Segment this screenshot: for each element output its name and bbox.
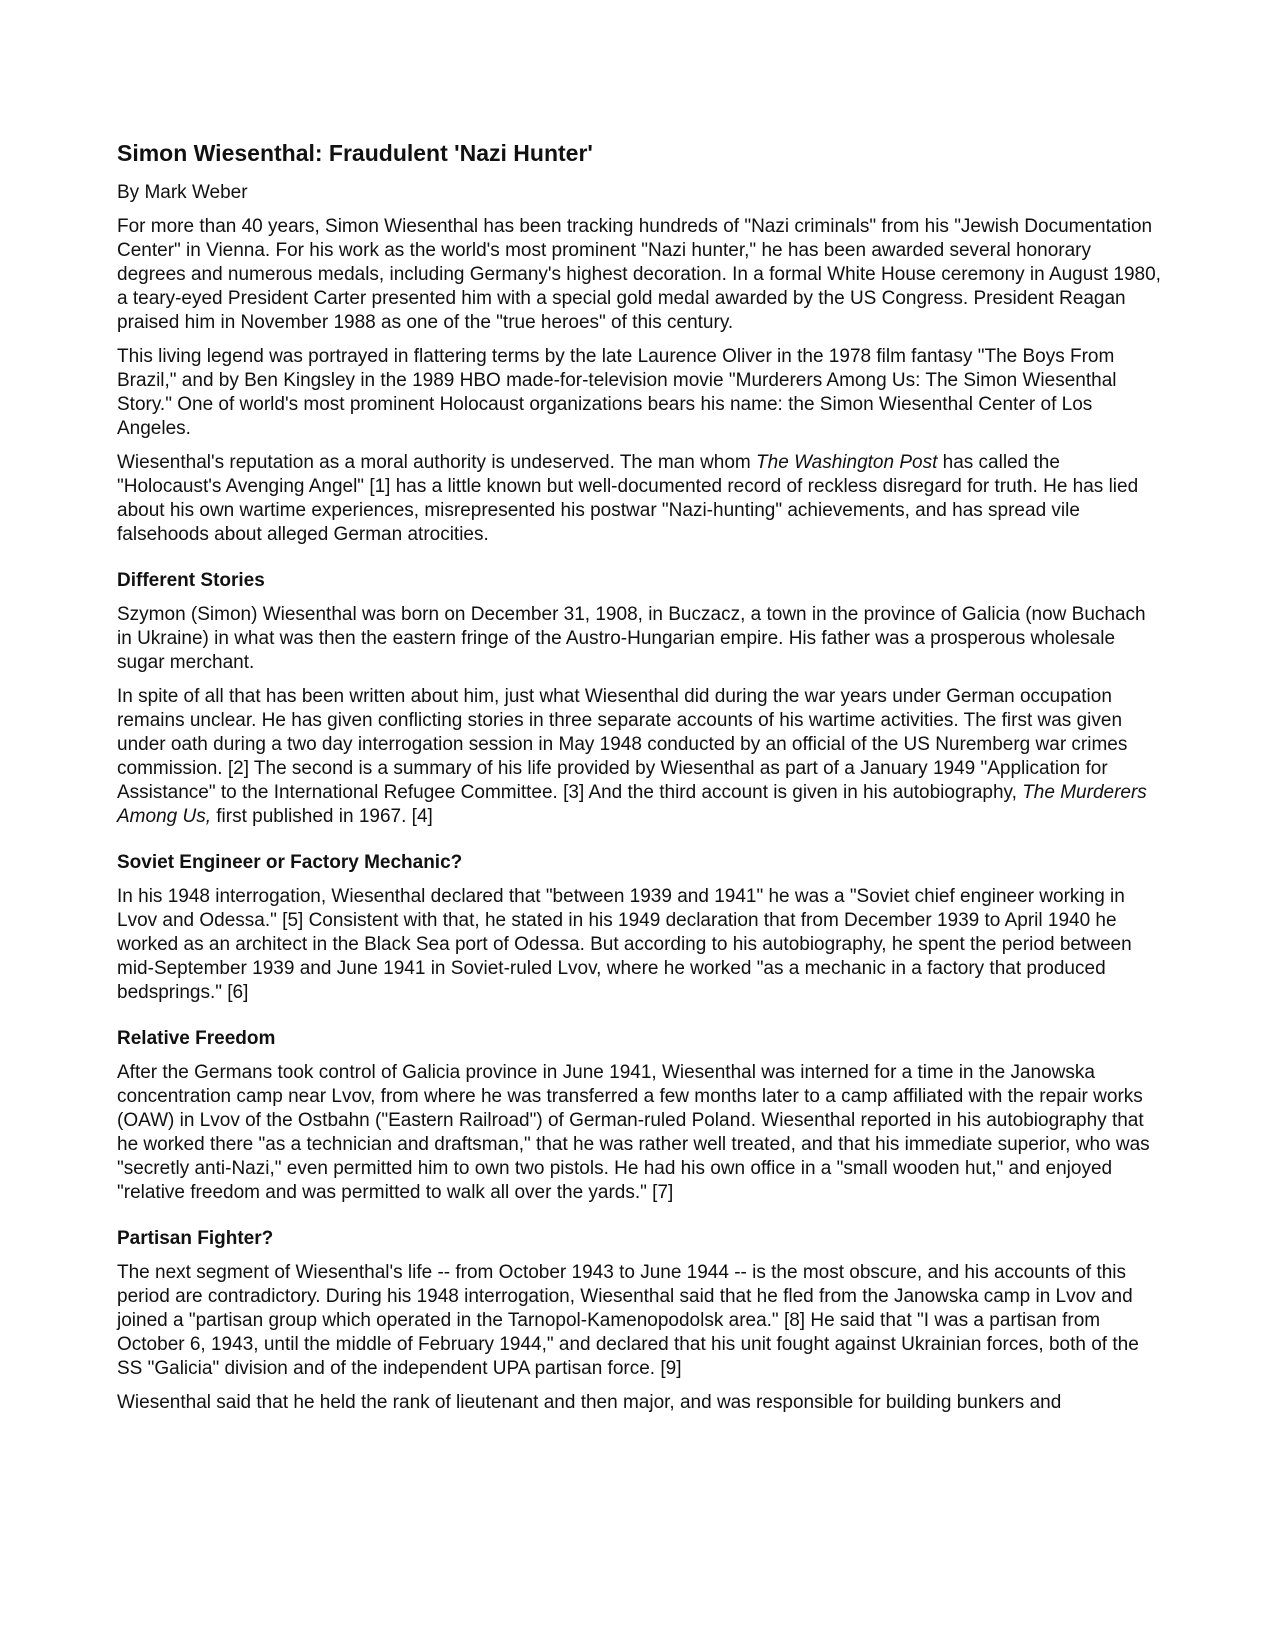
- text-run: In spite of all that has been written about him, just what Wiesenthal did during the war years under German occupation remains unclear. He has given conflicting stories in three separate accounts of his wartime activities. The first was given under oath during a two day interrogation session in May 1948 conducted by an official of the US Nuremberg war crimes commission. [2] The second is a summary of his life provided by Wiesenthal as part of a January 1949 "Application for Assistance" to the International Refugee Committee. [3] And the third account is given in his autobiography,: [117, 686, 1128, 803]
- section-heading-different-stories: Different Stories: [117, 570, 265, 591]
- different-stories-paragraph-1: Szymon (Simon) Wiesenthal was born on December 31, 1908, in Buczacz, a town in the province of Galicia (now Buchach in Ukraine) in what was then the eastern fringe of the Austro-Hungarian empire. His father was a prosperous wholesale sugar merchant.: [117, 604, 1146, 673]
- section-heading-relative-freedom: Relative Freedom: [117, 1028, 276, 1049]
- relative-freedom-paragraph-1: After the Germans took control of Galicia province in June 1941, Wiesenthal was interned for a time in the Janowska concentration camp near Lvov, from where he was transferred a few months later to a camp affiliated with the repair works (OAW) in Lvov of the Ostbahn ("Eastern Railroad") of German-ruled Poland. Wiesenthal reported in his autobiography that he worked there "as a technician and draftsman," that he was rather well treated, and that his immediate superior, who was "secretly anti-Nazi," even permitted him to own two pistols. He had his own office in a "small wooden hut," and enjoyed "relative freedom and was permitted to walk all over the yards." [7]: [117, 1062, 1150, 1203]
- section-heading-soviet-engineer: Soviet Engineer or Factory Mechanic?: [117, 852, 463, 873]
- text-run: has called the "Holocaust's Avenging Angel" [1] has a little known but well-documented record of reckless disregard for truth. He has lied about his own wartime experiences, misrepresented his postwar "Nazi-hunting" achievements, and has spread vile falsehoods about alleged German atrocities.: [117, 452, 1139, 545]
- section-heading-partisan-fighter: Partisan Fighter?: [117, 1228, 274, 1249]
- article-title: Simon Wiesenthal: Fraudulent 'Nazi Hunter': [117, 140, 593, 166]
- publication-title: The Washington Post: [756, 452, 938, 473]
- different-stories-paragraph-2: [117, 685, 1162, 829]
- byline: By Mark Weber: [117, 182, 248, 203]
- book-title: The Murderers Among Us,: [117, 782, 1147, 827]
- intro-paragraph-2: This living legend was portrayed in flattering terms by the late Laurence Oliver in the 1978 film fantasy "The Boys From Brazil," and by Ben Kingsley in the 1989 HBO made-for-television movie "Murderers Among Us: The Simon Wiesenthal Story." One of world's most prominent Holocaust organizations bears his name: the Simon Wiesenthal Center of Los Angeles.: [117, 346, 1117, 439]
- document-page: [117, 138, 1162, 1425]
- text-run: first published in 1967. [4]: [210, 806, 433, 827]
- soviet-engineer-paragraph-1: In his 1948 interrogation, Wiesenthal declared that "between 1939 and 1941" he was a "Soviet chief engineer working in Lvov and Odessa." [5] Consistent with that, he stated in his 1949 declaration that from December 1939 to April 1940 he worked as an architect in the Black Sea port of Odessa. But according to his autobiography, he spent the period between mid-September 1939 and June 1941 in Soviet-ruled Lvov, where he worked "as a mechanic in a factory that produced bedsprings." [6]: [117, 886, 1132, 1003]
- partisan-fighter-paragraph-2: Wiesenthal said that he held the rank of lieutenant and then major, and was responsible for building bunkers and: [117, 1392, 1062, 1413]
- partisan-fighter-paragraph-1: The next segment of Wiesenthal's life -- from October 1943 to June 1944 -- is the most obscure, and his accounts of this period are contradictory. During his 1948 interrogation, Wiesenthal said that he fled from the Janowska camp in Lvov and joined a "partisan group which operated in the Tarnopol-Kamenopodolsk area." [8] He said that "I was a partisan from October 6, 1943, until the middle of February 1944," and declared that his unit fought against Ukrainian forces, both of the SS "Galicia" division and of the independent UPA partisan force. [9]: [117, 1262, 1139, 1379]
- text-run: Wiesenthal's reputation as a moral authority is undeserved. The man whom: [117, 452, 757, 473]
- intro-paragraph-3: [117, 451, 1162, 547]
- intro-paragraph-1: For more than 40 years, Simon Wiesenthal has been tracking hundreds of "Nazi criminals" from his "Jewish Documentation Center" in Vienna. For his work as the world's most prominent "Nazi hunter," he has been awarded several honorary degrees and numerous medals, including Germany's highest decoration. In a formal White House ceremony in August 1980, a teary-eyed President Carter presented him with a special gold medal awarded by the US Congress. President Reagan praised him in November 1988 as one of the "true heroes" of this century.: [117, 216, 1161, 333]
